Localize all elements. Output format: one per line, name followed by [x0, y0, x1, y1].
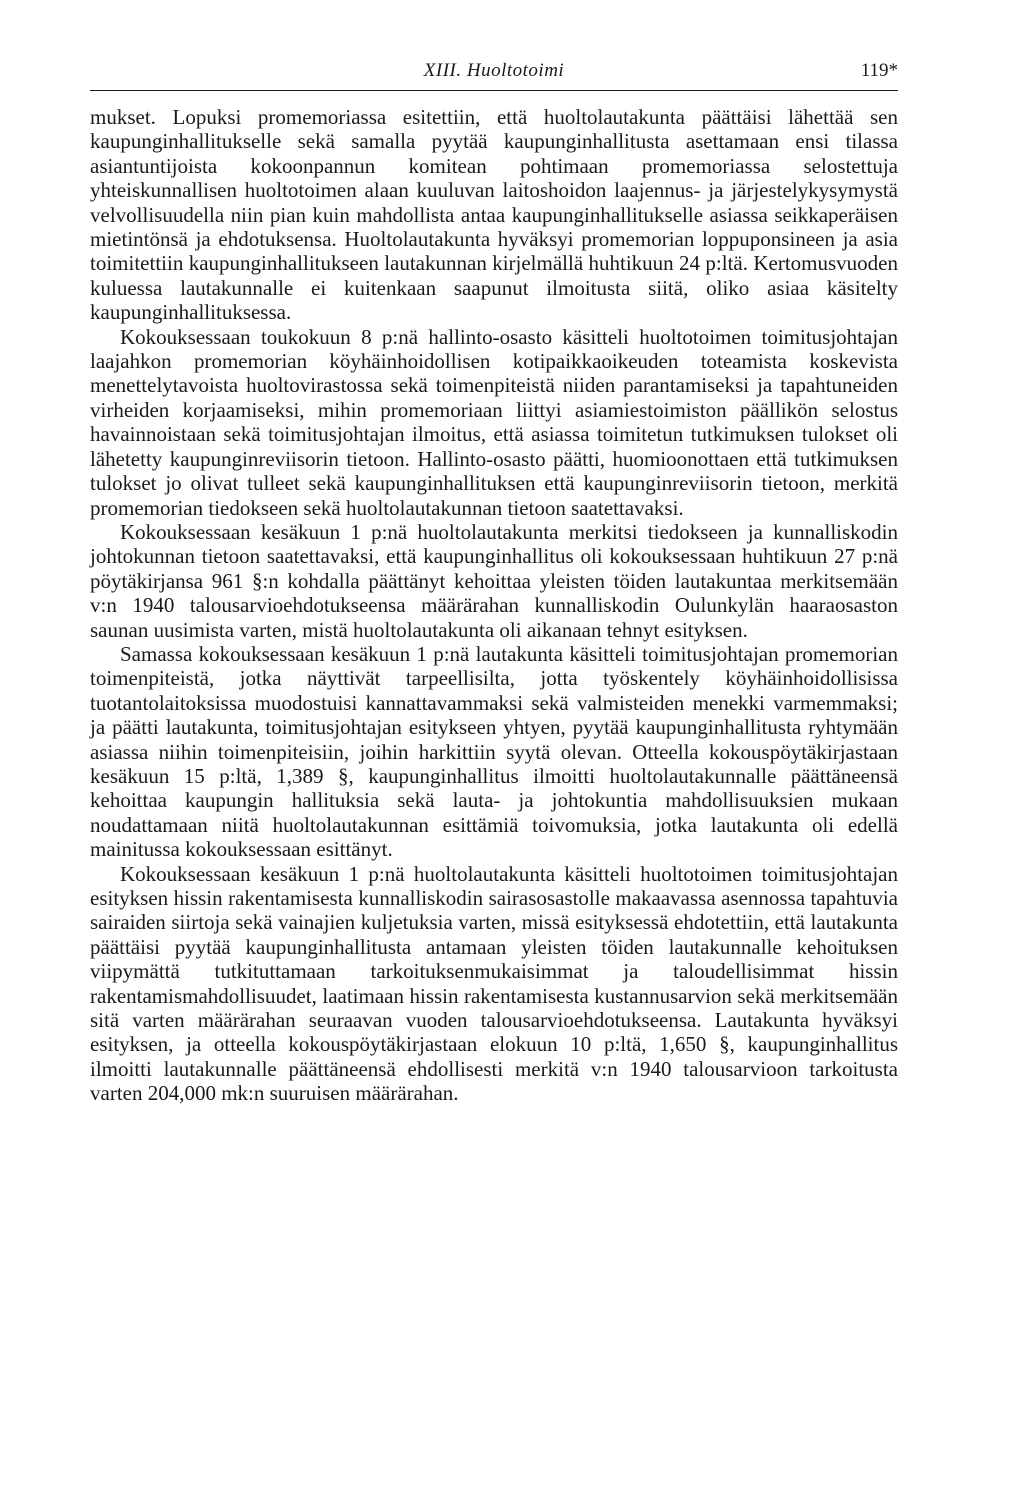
paragraph-continuation: mukset. Lopuksi promemoriassa esitettiin, että huoltolautakunta päättäisi lähettää sen kaupunginhallitukselle sekä samalla pyytää kaupunginhallitusta asettamaan ensi tilassa asiantuntijoista kokoonpannun komitean pohtimaan promemoriassa selostettuja yhteiskunnallisen huoltotoimen alaan kuuluvan laitoshoidon laajennus- ja järjestelykysymystä velvollisuudella niin pian kuin mahdollista antaa kaupunginhallitukselle asiassa seikkaperäisen mietintönsä ja ehdotuksensa. Huoltolautakunta hyväksyi promemorian loppuponsineen ja asia toimitettiin kaupunginhallitukseen lautakunnan kirjelmällä huhtikuun 24 p:ltä. Kertomusvuoden kuluessa lautakunnalle ei kuitenkaan saapunut ilmoitusta siitä, oliko asiaa käsitelty kaupunginhallituksessa.	[90, 105, 898, 325]
page	[90, 60, 898, 1106]
page-number: 119*	[860, 60, 898, 81]
running-title: XIII. Huoltotoimi	[423, 60, 565, 81]
paragraph: Kokouksessaan kesäkuun 1 p:nä huoltolautakunta käsitteli huoltotoimen toimitusjohtajan esityksen hissin rakentamisesta kunnalliskodin sairasosastolle makaavassa asennossa tapahtuvia sairaiden siirtoja sekä vainajien kuljetuksia varten, missä esityksessä ehdotettiin, että lautakunta päättäisi pyytää kaupunginhallitusta antamaan yleisten töiden lautakunnalle kehoituksen viipymättä tutkituttamaan tarkoituksenmukaisimmat ja taloudellisimmat hissin rakentamismahdollisuudet, laatimaan hissin rakentamisesta kustannusarvion sekä merkitsemään sitä varten määrärahan seuraavan vuoden talousarvioehdotukseensa. Lautakunta hyväksyi esityksen, ja otteella kokouspöytäkirjastaan elokuun 10 p:ltä, 1,650 §, kaupunginhallitus ilmoitti lautakunnalle päättäneensä ehdollisesti merkitä v:n 1940 talousarvioon tarkoitusta varten 204,000 mk:n suuruisen määrärahan.	[90, 861, 898, 1106]
header-rule	[90, 90, 898, 91]
paragraph: Kokouksessaan kesäkuun 1 p:nä huoltolautakunta merkitsi tiedokseen ja kunnalliskodin johtokunnan tietoon saatettavaksi, että kaupunginhallitus oli kokouksessaan huhtikuun 27 p:nä pöytäkirjansa 961 §:n kohdalla päättänyt kehoittaa yleisten töiden lautakuntaa merkitsemään v:n 1940 talousarvioehdotukseensa määrärahan kunnalliskodin Oulunkylän haaraosaston saunan uusimista varten, mistä huoltolautakunta oli aikanaan tehnyt esityksen.	[90, 519, 898, 642]
body-text	[90, 105, 898, 1106]
paragraph: Samassa kokouksessaan kesäkuun 1 p:nä lautakunta käsitteli toimitusjohtajan promemorian toimenpiteistä, jotka näyttivät tarpeellisilta, jotta työskentely köyhäinhoidollisissa tuotantolaitoksissa muodostuisi kannattavammaksi sekä valmisteiden menekki varmemmaksi; ja päätti lautakunta, toimitusjohtajan esitykseen yhtyen, pyytää kaupunginhallitusta ryhtymään asiassa niihin toimenpiteisiin, joihin harkittiin syytä olevan. Otteella kokouspöytäkirjastaan kesäkuun 15 p:ltä, 1,389 §, kaupunginhallitus ilmoitti huoltolautakunnalle päättäneensä kehoittaa kaupungin hallituksia sekä lauta- ja johtokuntia mahdollisuuksien mukaan noudattamaan niitä huoltolautakunnan esittämiä toivomuksia, jotka lautakunta oli edellä mainitussa kokouksessaan esittänyt.	[90, 641, 898, 862]
running-header	[90, 60, 898, 90]
paragraph: Kokouksessaan toukokuun 8 p:nä hallinto-osasto käsitteli huoltotoimen toimitusjohtajan laajahkon promemorian köyhäinhoidollisen kotipaikkaoikeuden toteamista koskevista menettelytavoista huoltovirastossa sekä toimenpiteistä niiden parantamiseksi ja tapahtuneiden virheiden korjaamiseksi, mihin promemoriaan liittyi asiamiestoimiston päällikön selostus havainnoistaan sekä toimitusjohtajan ilmoitus, että asiassa toimitetun tutkimuksen tulokset oli lähetetty kaupunginreviisorin tietoon. Hallinto-osasto päätti, huomioonottaen että tutkimuksen tulokset jo olivat tulleet sekä kaupunginhallituksen että kaupunginreviisorin tietoon, merkitä promemorian tiedokseen sekä huoltolautakunnan tietoon saatettavaksi.	[90, 324, 898, 520]
